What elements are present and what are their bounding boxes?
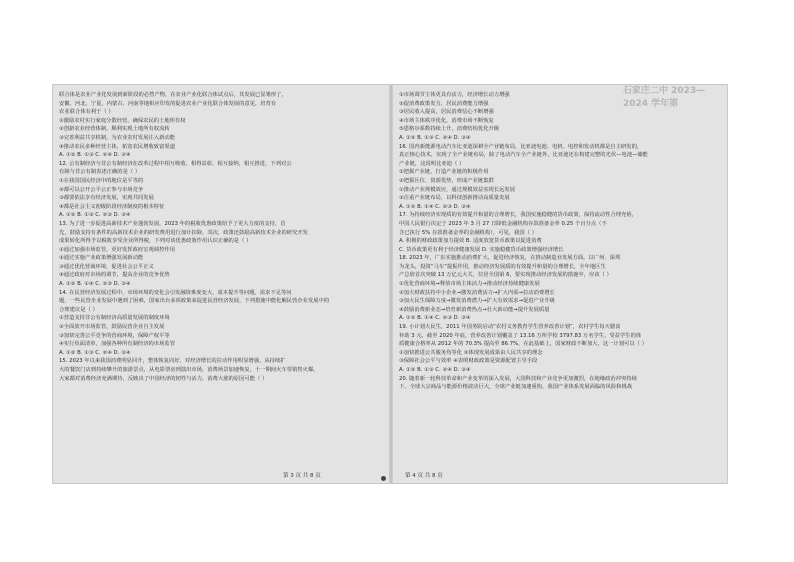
text-line: 为龙头，投资“马车”提振作用，推动经济发展质的有效提升和量的合理增长，全年地区生: [399, 263, 606, 270]
text-line: ①通过加强市场监管，更好发挥政府宏观调控作用: [59, 246, 175, 253]
text-line: ①优化营商环境→释放市场主体活力→推动经济持续健康发展: [399, 281, 540, 288]
text-line: ③居民收入提高，居民消费信心不断增强: [399, 109, 494, 116]
text-line: ③都要依法享有经济发展，实现共同发展: [59, 195, 154, 202]
text-line: 18. 2023 年，广东实施推动消费扩大，促进经济恢复，在推动制造业发展方面，以广州、深圳: [399, 255, 621, 262]
text-line: ③加大民生保障力度→激发消费潜力→扩大有效需求→促进产业升级: [399, 298, 555, 305]
text-line: ②都可以公开公平公正参与市场竞争: [59, 186, 144, 193]
text-line: A. ①② B. ①④ C. ②③ D. ③④: [399, 315, 471, 322]
page-gutter: [389, 85, 393, 483]
text-line: 下，全球大宗商品与能源价格波动巨大，全球产业链加速重构，我国产业体系发展面临的风险和挑战: [399, 384, 633, 391]
text-line: ④推动农民多种经营主体，拓宽农民增收致富渠道: [59, 143, 175, 150]
text-line: 质健康合格率从 2012 年的 70.3% 提高至 86.7%，在此基础上，国家财政不断加大，这一计划可以（ ）: [399, 341, 647, 348]
text-line: ④都是社会主义初级阶段经济制度的根本特征: [59, 203, 165, 210]
text-line: 13. 为了进一步促进高新技术产业蓬勃发展，2023 年的税收优惠政策给予了更大力度的支持，首: [59, 220, 286, 227]
text-line: ①激励农村实行家庭分散经营，确保农民的土地所有权: [59, 117, 186, 124]
text-line: 题，一些民营企业发展中遇到了困难，国家出台多项政策来促进民营经济发展，下列措施中能化解民营企业发展中的: [59, 298, 330, 305]
text-line: 先，鼓励支持有条件的高新技术企业的研发费用进行加计扣除，其次，政策还鼓励高新技术企业的研究开发: [59, 229, 308, 236]
binding-hole: [381, 476, 386, 481]
text-line: ④鼓励消费新业态→培育新消费热点→壮大新动能→提升发展质量: [399, 306, 550, 313]
text-line: 安徽、河北、宁夏、内蒙古、河南等地相应印发的促进农业产业化联合体发展的意见，培育有: [59, 100, 277, 107]
text-line: 15. 2023 年以来我国消费明显回升，整体恢复向好，对经济增长的拉动作用明显增强，从持续扩: [59, 358, 286, 365]
text-line: ③加快完善公平竞争的营商环境，保障产权平等: [59, 332, 170, 339]
right-page-footer: 第 4 页 共 8 页: [405, 473, 443, 479]
text-line: ②加大财政扶持中小企业→激发消费活力→扩大内需→拉动消费增长: [399, 289, 555, 296]
text-line: ②把握区位、资源优势，形成产业链集群: [399, 177, 494, 184]
text-line: A. ①② B. ①③ C. ②③ D. ③④: [59, 212, 131, 219]
text-line: 14. 在民营经济发展过程中，市场环境的变化会引发融资难度变大、成本提升等问题，需求不足等问: [59, 289, 292, 296]
text-line: 补助 3 元，截至 2020 年底，营养改善计划覆盖了 13.16 万所学校 3797.83 万名学生，受益学生的体: [399, 332, 642, 339]
text-line: A. ①② B. ①③ C. ②④ D. ③④: [59, 152, 131, 159]
text-line: ④通过政府对市场的调节，提高企业的竞争优势: [59, 272, 170, 279]
text-line: ①市场调节主体更具有活力，经济增长动力增强: [399, 92, 510, 98]
text-line: ②通过实施产业政策增强发展新动能: [59, 255, 144, 262]
text-line: 产业链，这说明比亚迪（ ）: [399, 160, 465, 167]
bleed-through-text: 石家庄二中 2023—2024 学年第: [623, 86, 706, 109]
text-line: ④市场主体秩序优化，消费市场不断恢复: [399, 117, 494, 124]
text-line: 大的餐饮门店到持续攀升的旅游景点，从电影票房到演出市场，消费场景加速恢复，十一期间火车票销售火爆，: [59, 367, 319, 373]
text-line: A. ①② B. ①④ C. ②③ D. ③④: [399, 203, 471, 210]
text-line: ④实行负面清单，加强各种所有制经济的市场监管: [59, 341, 175, 348]
left-page: [59, 91, 381, 465]
text-line: ①推动产业规模效应，通过规模效益实现长远发展: [399, 186, 515, 193]
text-line: ①在我国国民经济中的地位是平等的: [59, 177, 144, 184]
text-line: 大家都对消费经济充满期待，反映出了中国经济的韧性与活力，消费大涨的原因可能（ ）: [59, 375, 268, 382]
text-line: ①营造支持非公有制经济高质量发展的制度环境: [59, 315, 170, 322]
text-line: 农业联合体有利于（ ）: [59, 109, 114, 116]
text-line: ①加快推进公共服务均等化 ②体现发展成果由人民共享的理念: [399, 349, 543, 356]
text-line: 产总值首次突破 13 万亿元大关，位居全国第 6，要实现推动经济发展的措施中，应该（ ）: [399, 272, 612, 279]
left-page-footer: 第 3 页 共 8 页: [283, 473, 321, 479]
text-line: 合理建议是（ ）: [59, 306, 98, 313]
text-line: ③通过优化营商环境，促进社会公平正义: [59, 263, 154, 270]
text-line: ②促消费政策发力，居民消费能力增强: [399, 100, 489, 107]
right-page: [399, 91, 721, 465]
text-line: ②全面放开市场监管，鼓励民营企业自主发展: [59, 324, 165, 331]
text-line: ②创新农业经营体制，顺利实现土地所有权流转: [59, 126, 170, 133]
text-line: 12. 公有制经济与非公有制经济在改革过程中相互吸收、相得益彰，相互接纳，相互推进，下列对公: [59, 160, 292, 167]
text-line: A. ①② B. ①③ C. ②④ D. ③④: [59, 349, 131, 356]
scanned-exam-sheet: [52, 84, 728, 484]
text-line: ①把握产业链，打造产业链的积极作用: [399, 169, 489, 176]
text-line: 20. 随着新一轮科技革命和产业变革的深入发展，大国科技和产业竞争更加激烈，在地缘政治冲突持续: [399, 375, 637, 382]
text-line: ②注重产业链布局，以科技创新推动高质量发展: [399, 195, 510, 202]
text-line: 19. 小计划大民生，2011 年国务院启动“农村义务教育学生营养改善计划”，农村学生每天膳食: [399, 324, 621, 331]
text-line: 16. 国内新能源电动汽车比亚迪深耕全产业链布局，比亚迪电池、电机、电控和发动机都是自主研发的，: [399, 143, 643, 150]
text-line: A. ①② B. ①③ C. ②④ D. ③④: [399, 134, 471, 141]
text-line: A. 积极的财政政策加力提效 B. 适度放宽货币政策以促进消费: [399, 238, 542, 245]
text-line: ⑤恩格尔系数持续上升，消费结构优化升级: [399, 126, 500, 133]
text-line: ③完善利益共享机制，为农业农村发展注入新动能: [59, 134, 175, 141]
text-line: 中国人民银行决定于 2023 年 3 月 27 日降低金融机构存款准备金率 0.25 个百分点（不: [399, 220, 607, 227]
left-page-text: [59, 91, 381, 383]
right-page-text: [399, 91, 721, 392]
text-line: 含已执行 5% 存款准备金率的金融机构），可见，我国（ ）: [399, 229, 537, 236]
text-line: ③保障社会公平与效率 ④表明财政政策是资源配置主导手段: [399, 358, 538, 365]
text-line: 联合体是农业产业化发展到新阶段的必然产物，在农业产业化联合体试点后，其发展已显雏形了，: [59, 92, 287, 98]
text-line: 真正核心技术，实现了全产业链布局，除了电动汽车全产业链外，比亚迪还在构建完整的光伏—电池—储能: [399, 152, 648, 159]
text-line: 17. 为持续经济实现质的有效提升和量的合理增长，我国实施稳健的货币政策，保持流动性合理充裕，: [399, 212, 637, 219]
text-line: A. ①② B. ①③ C. ②④ D. ③④: [399, 367, 471, 373]
text-line: C. 货币政策更有利于经济健康发展 D. 实施稳健货币政策增强经济增长: [399, 246, 564, 253]
text-line: 成果转化所得予以税收享受企业所得税，下列对该优惠政策作用认识正确的是（ ）: [59, 238, 252, 245]
text-line: A. ①② B. ①④ C. ②③ D. ③④: [59, 281, 131, 288]
text-line: 有制与非公有制表述正确的是（ ）: [59, 169, 141, 176]
